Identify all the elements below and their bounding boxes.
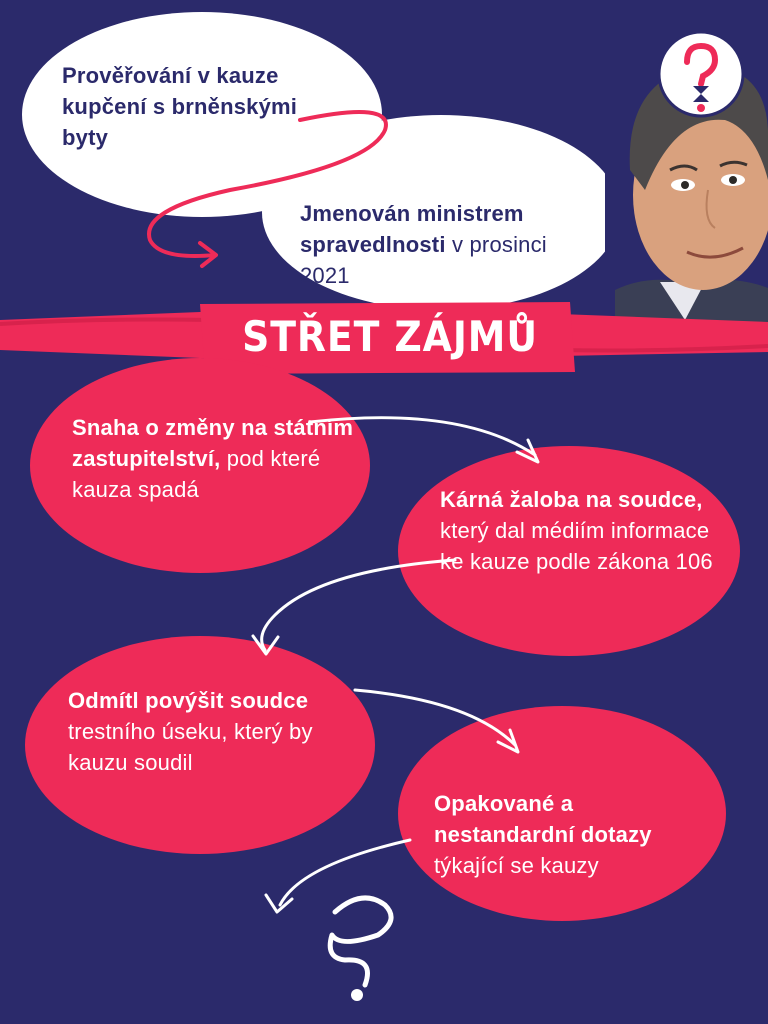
red-bubble-3-bold: Odmítl povýšit soudce — [68, 688, 309, 713]
red-bubble-1-text — [72, 412, 362, 505]
arrowhead-4-end — [266, 895, 292, 912]
question-mark-dot — [351, 989, 363, 1001]
red-bubble-4-bold: Opakované a nestandardní dotazy — [434, 791, 652, 847]
red-bubble-1-bold: Snaha o změny na státním zastupitelství, — [72, 415, 354, 471]
question-mark-icon — [330, 898, 391, 985]
red-bubble-2-text — [440, 484, 725, 577]
bubble-top-1-bold: Prověřování v kauze kupčení s brněnskými byty — [62, 63, 298, 150]
bubble-top-2-normal: v prosinci 2021 — [300, 232, 547, 288]
bubble-top-1-text — [62, 60, 322, 153]
arrow-4-end — [280, 840, 410, 905]
page-title: STŘET ZÁJMŮ — [242, 312, 538, 361]
bubble-top-2-text — [300, 198, 590, 291]
question-mark-logo-icon — [655, 28, 747, 120]
red-bubble-2-normal: který dal médiím informace ke kauze podle zákona 106 — [440, 518, 713, 574]
arrowhead-top — [200, 243, 216, 266]
red-bubble-3-normal: trestního úseku, který by kauzu soudil — [68, 719, 313, 775]
red-bubble-4-text — [434, 788, 709, 881]
red-bubble-2-bold: Kárná žaloba na soudce, — [440, 487, 703, 512]
red-bubble-4-normal: týkající se kauzy — [434, 853, 599, 878]
bubble-top-2-bold: Jmenován ministrem spravedlnosti — [300, 201, 524, 257]
red-bubble-1-normal: pod které kauza spadá — [72, 446, 321, 502]
red-bubble-3-text — [68, 685, 358, 778]
